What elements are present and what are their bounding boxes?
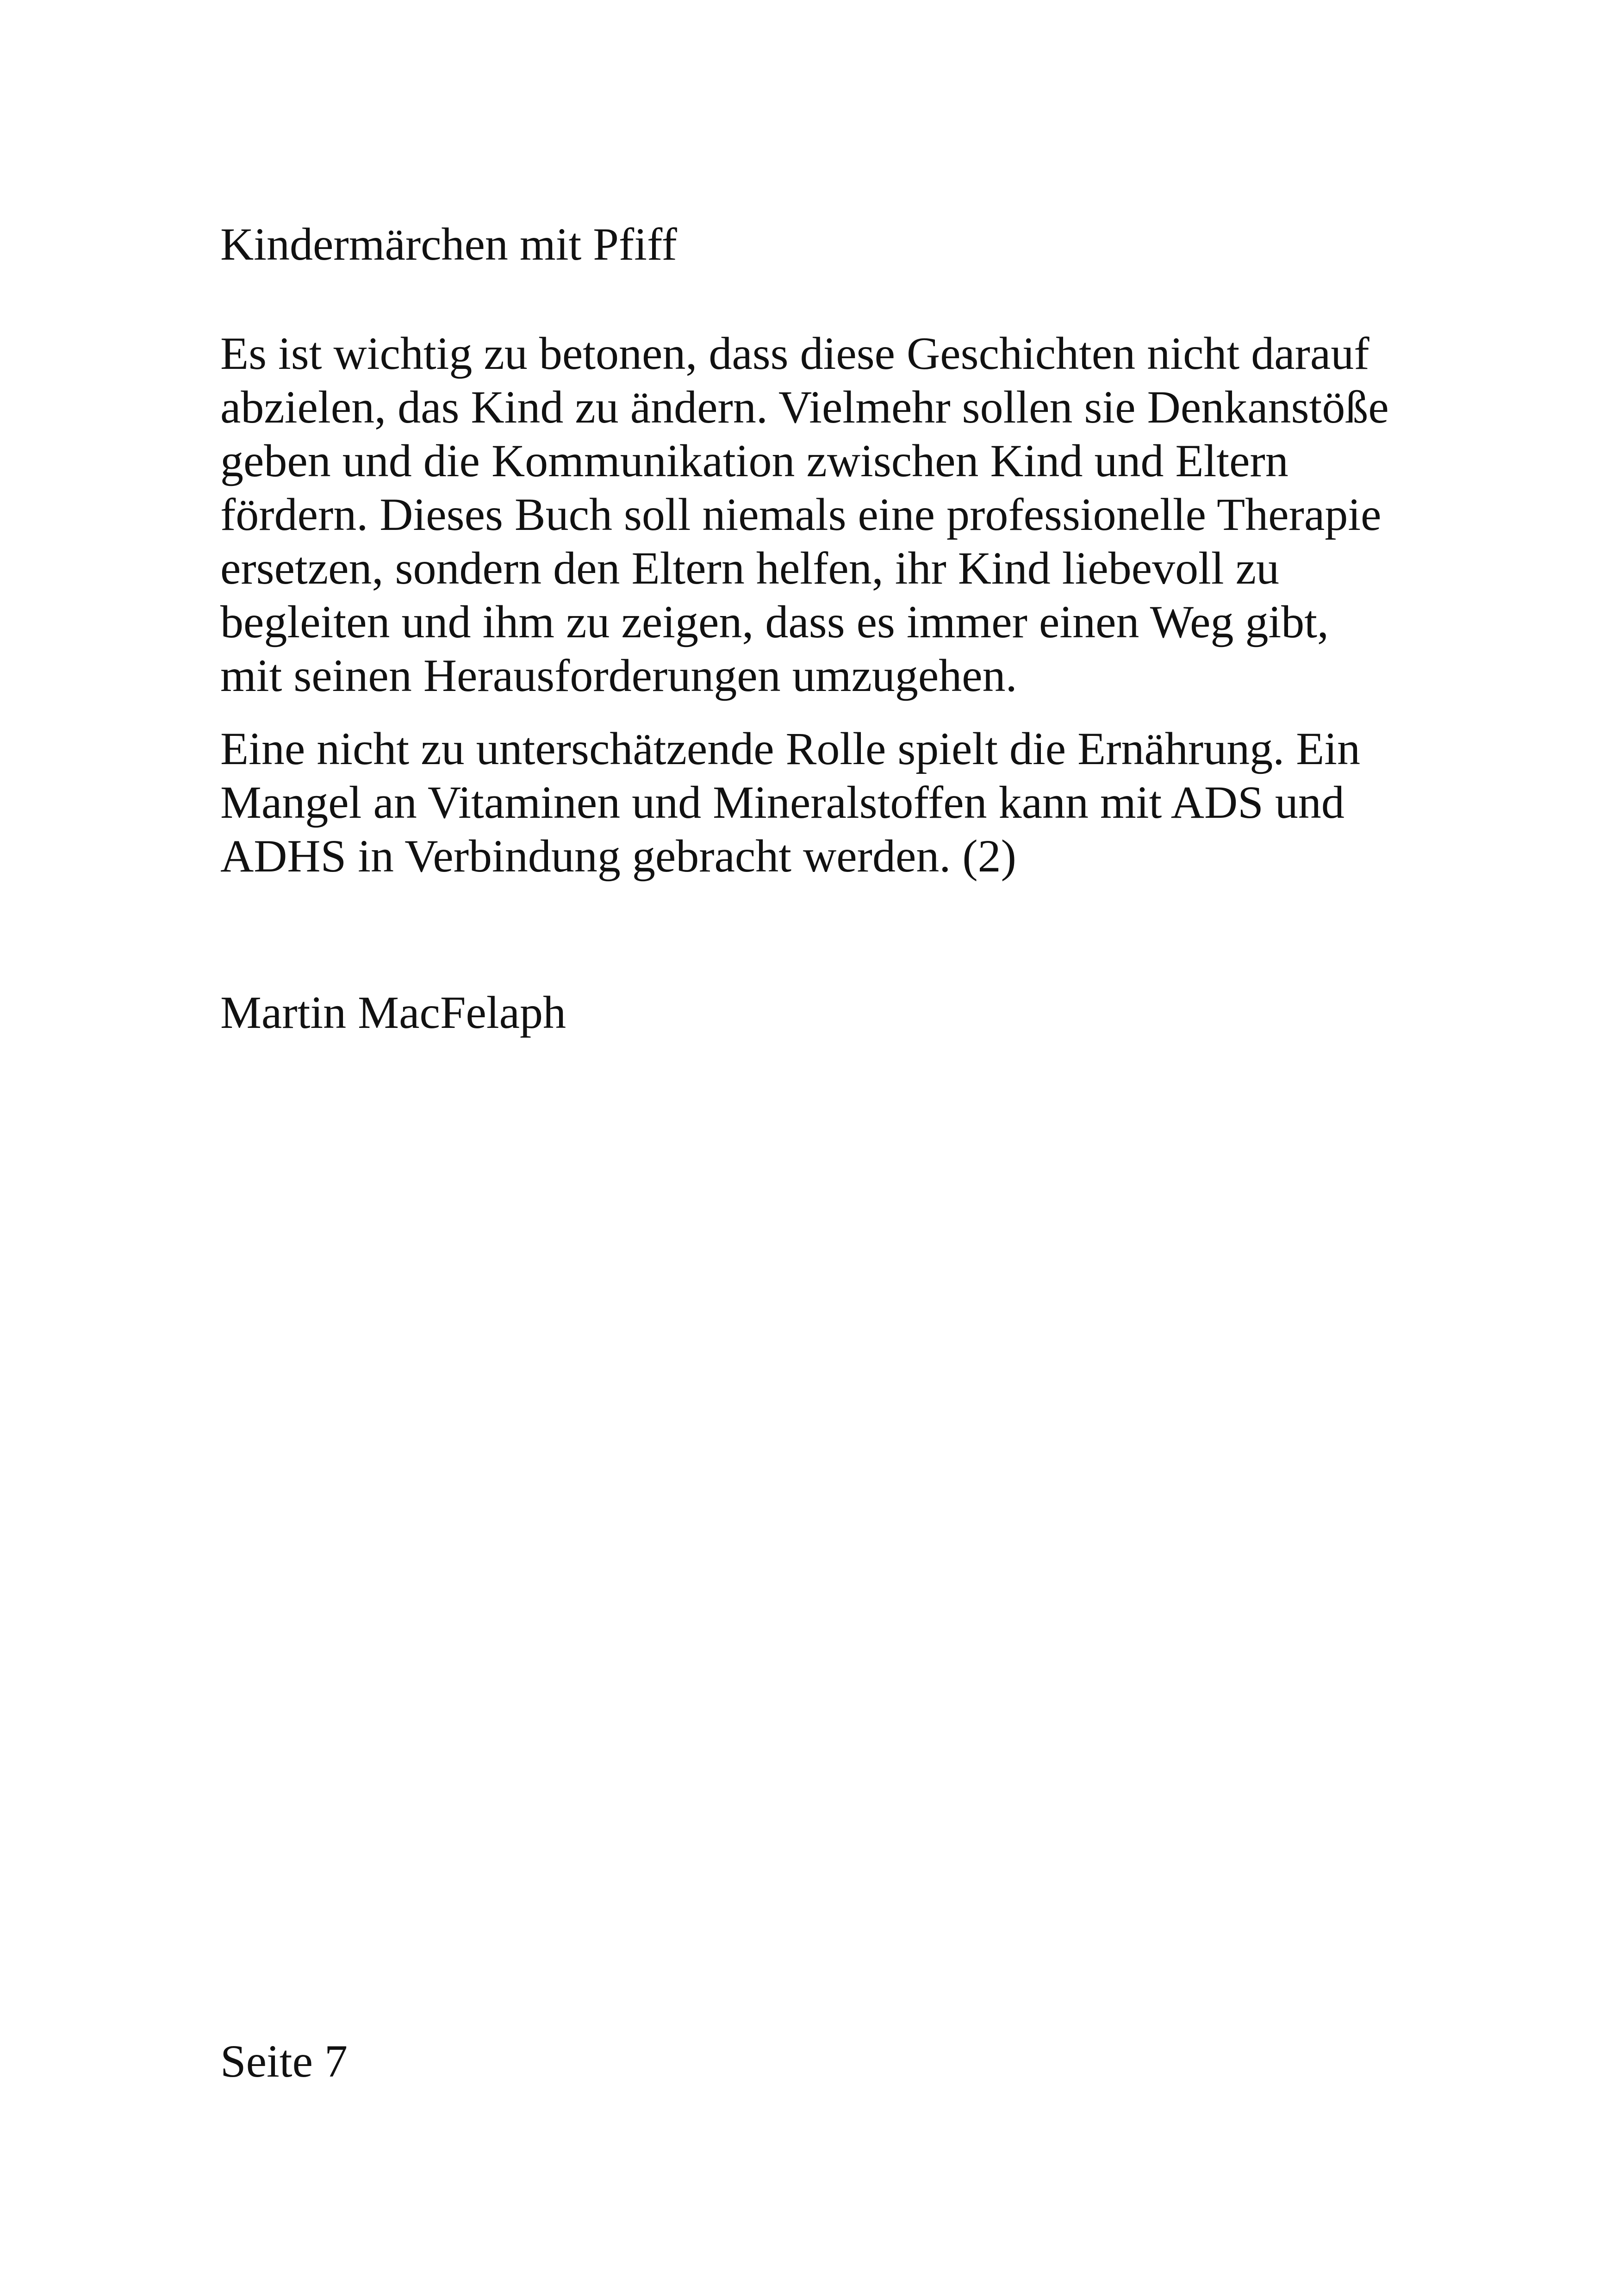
page-number: Seite 7 (220, 2035, 348, 2087)
body-paragraph (220, 327, 1424, 703)
text-line: fördern. Dieses Buch soll niemals eine professionelle Therapie (220, 489, 1382, 540)
text-line: Es ist wichtig zu betonen, dass diese Geschichten nicht darauf (220, 328, 1369, 379)
text-line: Mangel an Vitaminen und Mineralstoffen kann mit ADS und (220, 777, 1344, 828)
author-name: Martin MacFelaph (220, 987, 566, 1038)
page-content (220, 218, 1424, 1039)
running-header: Kindermärchen mit Pfiff (220, 218, 677, 270)
body-paragraph (220, 722, 1424, 883)
text-line: abzielen, das Kind zu ändern. Vielmehr sollen sie Denkanstöße (220, 381, 1389, 433)
text-line: mit seinen Herausforderungen umzugehen. (220, 650, 1017, 701)
text-line: begleiten und ihm zu zeigen, dass es immer einen Weg gibt, (220, 596, 1329, 647)
text-line: ADHS in Verbindung gebracht werden. (2) (220, 830, 1016, 882)
text-line: Eine nicht zu unterschätzende Rolle spielt die Ernährung. Ein (220, 723, 1361, 774)
text-line: geben und die Kommunikation zwischen Kind und Eltern (220, 435, 1288, 486)
text-line: ersetzen, sondern den Eltern helfen, ihr Kind liebevoll zu (220, 542, 1280, 594)
